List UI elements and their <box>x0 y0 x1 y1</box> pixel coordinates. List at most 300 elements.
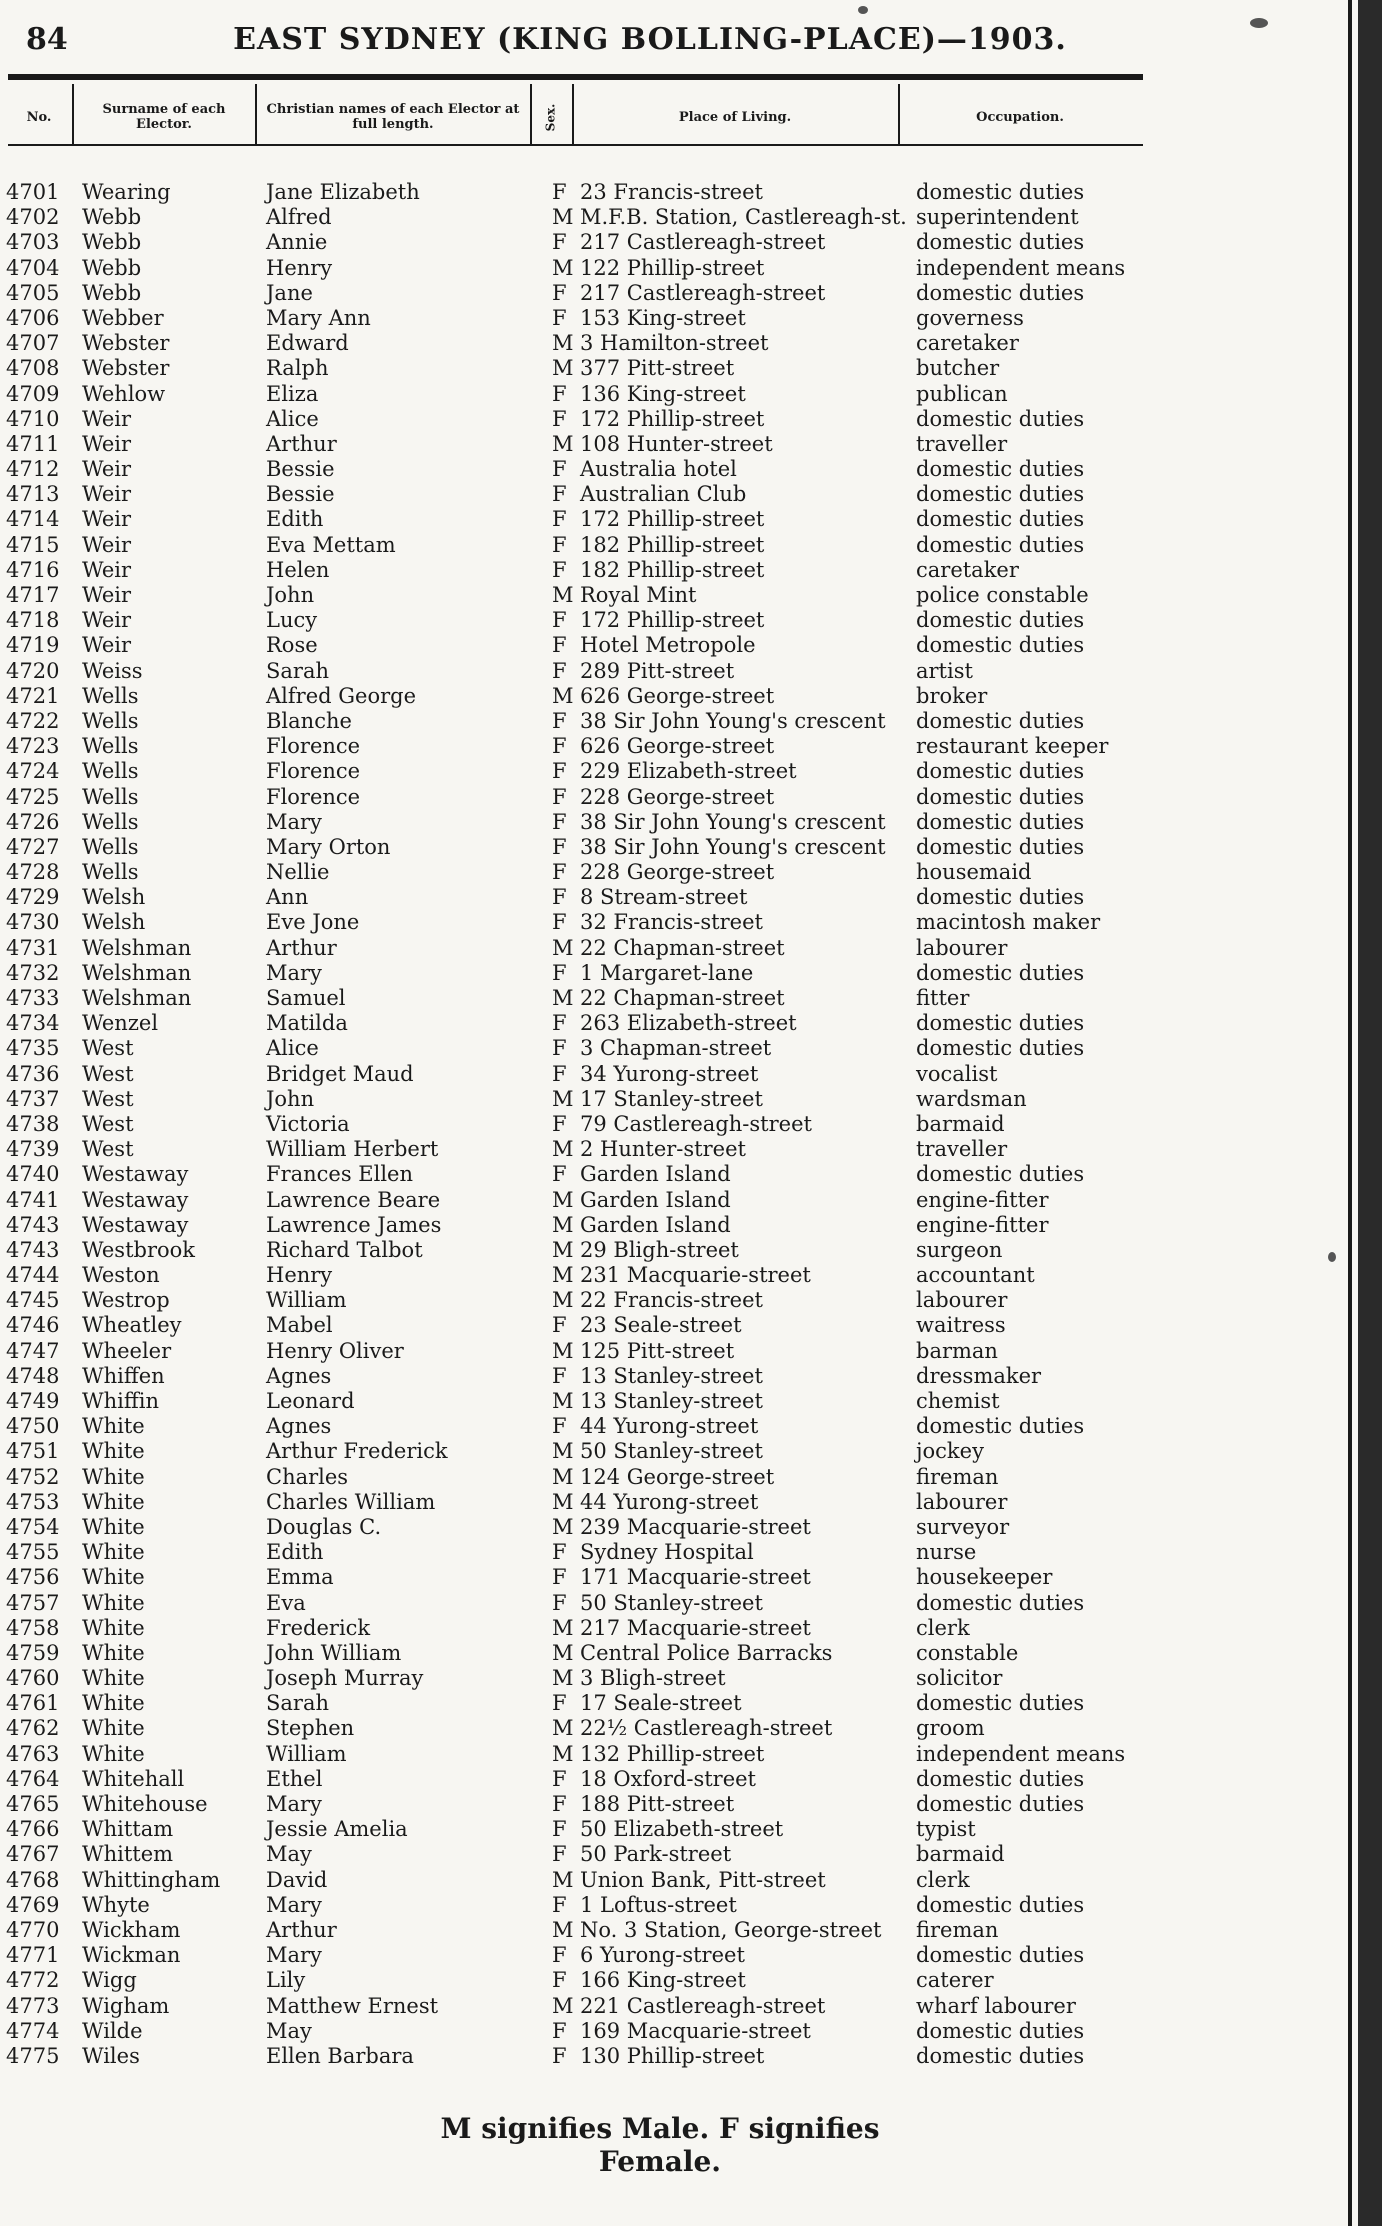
elector-sex: F <box>552 280 567 305</box>
elector-place-of-living: 32 Francis-street <box>580 910 763 935</box>
table-row <box>0 961 1145 986</box>
elector-number: 4769 <box>6 1892 60 1917</box>
elector-occupation: domestic duties <box>916 482 1085 507</box>
elector-occupation: dressmaker <box>916 1363 1042 1388</box>
elector-christian-names: John <box>266 1086 315 1111</box>
elector-christian-names: Edith <box>266 1540 324 1565</box>
elector-surname: White <box>82 1741 145 1766</box>
elector-number: 4758 <box>6 1615 60 1640</box>
table-row <box>0 835 1145 860</box>
elector-sex: F <box>552 230 567 255</box>
elector-occupation: waitress <box>916 1313 1006 1338</box>
table-row <box>0 583 1145 608</box>
elector-sex: M <box>552 1263 574 1288</box>
elector-christian-names: Mary <box>266 1943 322 1968</box>
elector-sex: F <box>552 1590 567 1615</box>
elector-place-of-living: 50 Stanley-street <box>580 1590 763 1615</box>
elector-surname: White <box>82 1489 145 1514</box>
elector-surname: Whyte <box>82 1892 150 1917</box>
column-header-christian: Christian names of each Elector at full length. <box>266 102 520 132</box>
elector-christian-names: Ralph <box>266 356 329 381</box>
elector-christian-names: Frederick <box>266 1615 371 1640</box>
elector-surname: White <box>82 1565 145 1590</box>
elector-sex: M <box>552 1212 574 1237</box>
elector-christian-names: Blanche <box>266 708 352 733</box>
elector-place-of-living: 171 Macquarie-street <box>580 1565 811 1590</box>
elector-surname: White <box>82 1640 145 1665</box>
elector-sex: F <box>552 1892 567 1917</box>
elector-sex: F <box>552 1162 567 1187</box>
table-row <box>0 1666 1145 1691</box>
elector-number: 4701 <box>6 180 60 204</box>
elector-occupation: caretaker <box>916 331 1019 356</box>
elector-place-of-living: Central Police Barracks <box>580 1640 833 1665</box>
elector-place-of-living: 1 Loftus-street <box>580 1892 737 1917</box>
elector-occupation: wardsman <box>916 1086 1027 1111</box>
elector-sex: F <box>552 180 567 204</box>
table-row <box>0 810 1145 835</box>
elector-christian-names: William <box>266 1741 347 1766</box>
table-row <box>0 1313 1145 1338</box>
elector-occupation: solicitor <box>916 1666 1003 1691</box>
elector-surname: Wehlow <box>82 381 166 406</box>
table-row <box>0 1213 1145 1238</box>
elector-surname: Whitehouse <box>82 1792 208 1816</box>
elector-place-of-living: 125 Pitt-street <box>580 1338 735 1363</box>
table-row <box>0 457 1145 482</box>
elector-sex: F <box>552 834 567 859</box>
elector-number: 4712 <box>6 457 60 482</box>
table-row <box>0 281 1145 306</box>
elector-christian-names: Henry <box>266 255 333 280</box>
page-right-border <box>1348 0 1352 2226</box>
table-row <box>0 1691 1145 1716</box>
elector-number: 4714 <box>6 507 60 532</box>
elector-christian-names: Mary <box>266 1892 322 1917</box>
elector-number: 4708 <box>6 356 60 381</box>
elector-sex: F <box>552 1842 567 1867</box>
elector-occupation: clerk <box>916 1615 970 1640</box>
elector-number: 4736 <box>6 1061 60 1086</box>
elector-christian-names: Florence <box>266 734 361 759</box>
elector-christian-names: Florence <box>266 759 361 784</box>
elector-occupation: fitter <box>916 986 970 1010</box>
elector-surname: Webb <box>82 280 142 305</box>
elector-number: 4732 <box>6 960 60 985</box>
table-row <box>0 1918 1145 1943</box>
table-row <box>0 1389 1145 1414</box>
elector-christian-names: Mary <box>266 960 322 985</box>
elector-sex: F <box>552 1363 567 1388</box>
table-row <box>0 331 1145 356</box>
elector-occupation: domestic duties <box>916 885 1085 910</box>
table-row <box>0 1943 1145 1968</box>
elector-surname: Wickman <box>82 1943 181 1968</box>
elector-number: 4767 <box>6 1842 60 1867</box>
elector-christian-names: Matthew Ernest <box>266 1993 439 2018</box>
elector-christian-names: Bridget Maud <box>266 1061 414 1086</box>
elector-occupation: domestic duties <box>916 759 1085 784</box>
table-row <box>0 659 1145 684</box>
elector-number: 4753 <box>6 1489 60 1514</box>
elector-place-of-living: 626 George-street <box>580 683 775 708</box>
table-row <box>0 2044 1145 2069</box>
elector-surname: West <box>82 1111 134 1136</box>
elector-christian-names: Lawrence James <box>266 1212 442 1237</box>
elector-number: 4715 <box>6 532 60 557</box>
elector-christian-names: Charles William <box>266 1489 436 1514</box>
table-row <box>0 1540 1145 1565</box>
table-row <box>0 1641 1145 1666</box>
table-row <box>0 432 1145 457</box>
elector-sex: F <box>552 860 567 885</box>
elector-surname: Wheatley <box>82 1313 182 1338</box>
elector-occupation: domestic duties <box>916 507 1085 532</box>
elector-sex: F <box>552 784 567 809</box>
elector-occupation: engine-fitter <box>916 1187 1049 1212</box>
elector-number: 4761 <box>6 1691 60 1716</box>
elector-occupation: constable <box>916 1640 1019 1665</box>
elector-surname: Welsh <box>82 885 146 910</box>
elector-surname: Wells <box>82 759 139 784</box>
elector-occupation: publican <box>916 381 1008 406</box>
elector-sex: F <box>552 1943 567 1968</box>
elector-occupation: labourer <box>916 935 1008 960</box>
elector-number: 4756 <box>6 1565 60 1590</box>
elector-occupation: fireman <box>916 1464 999 1489</box>
elector-surname: Webb <box>82 255 142 280</box>
elector-place-of-living: 2 Hunter-street <box>580 1137 746 1162</box>
elector-christian-names: Ann <box>266 885 309 910</box>
elector-place-of-living: 3 Hamilton-street <box>580 331 769 356</box>
elector-sex: F <box>552 1792 567 1816</box>
elector-sex: M <box>552 986 574 1010</box>
table-row <box>0 1011 1145 1036</box>
elector-sex: F <box>552 885 567 910</box>
elector-surname: Weir <box>82 608 132 633</box>
table-row <box>0 1792 1145 1817</box>
table-row <box>0 1565 1145 1590</box>
elector-christian-names: Matilda <box>266 1011 348 1036</box>
elector-surname: White <box>82 1590 145 1615</box>
elector-number: 4740 <box>6 1162 60 1187</box>
column-divider <box>572 84 574 144</box>
elector-number: 4729 <box>6 885 60 910</box>
elector-number: 4770 <box>6 1917 60 1942</box>
elector-place-of-living: 188 Pitt-street <box>580 1792 735 1816</box>
elector-occupation: surveyor <box>916 1514 1010 1539</box>
elector-surname: Wells <box>82 834 139 859</box>
elector-surname: Weir <box>82 507 132 532</box>
elector-place-of-living: 22 Chapman-street <box>580 986 785 1010</box>
elector-place-of-living: 231 Macquarie-street <box>580 1263 811 1288</box>
elector-christian-names: Annie <box>266 230 328 255</box>
column-divider <box>255 84 257 144</box>
table-row <box>0 1439 1145 1464</box>
header-rule-thin <box>8 144 1143 146</box>
column-header-place: Place of Living. <box>678 109 792 125</box>
elector-sex: M <box>552 1741 574 1766</box>
elector-sex: F <box>552 1766 567 1791</box>
elector-surname: Wells <box>82 809 139 834</box>
table-row <box>0 709 1145 734</box>
header-rule-thick <box>8 74 1143 80</box>
elector-sex: F <box>552 457 567 482</box>
elector-sex: F <box>552 809 567 834</box>
elector-occupation: chemist <box>916 1389 1000 1413</box>
table-row <box>0 1616 1145 1641</box>
elector-number: 4750 <box>6 1414 60 1439</box>
elector-christian-names: Frances Ellen <box>266 1162 414 1187</box>
table-row <box>0 986 1145 1011</box>
table-row <box>0 910 1145 935</box>
elector-surname: White <box>82 1666 145 1691</box>
elector-occupation: jockey <box>916 1439 984 1464</box>
elector-occupation: police constable <box>916 583 1089 607</box>
elector-occupation: domestic duties <box>916 1036 1085 1061</box>
elector-occupation: groom <box>916 1716 985 1741</box>
elector-number: 4738 <box>6 1111 60 1136</box>
elector-number: 4720 <box>6 658 60 683</box>
elector-christian-names: Douglas C. <box>266 1514 382 1539</box>
table-row <box>0 1188 1145 1213</box>
elector-surname: Wells <box>82 734 139 759</box>
elector-occupation: domestic duties <box>916 1414 1085 1439</box>
elector-place-of-living: 22 Francis-street <box>580 1288 763 1313</box>
table-row <box>0 1716 1145 1741</box>
elector-christian-names: Alfred George <box>266 683 416 708</box>
elector-christian-names: Jane <box>266 280 313 305</box>
elector-place-of-living: 124 George-street <box>580 1464 775 1489</box>
elector-christian-names: Sarah <box>266 658 329 683</box>
elector-occupation: independent means <box>916 255 1126 280</box>
elector-number: 4717 <box>6 583 60 607</box>
elector-christian-names: Edward <box>266 331 349 356</box>
elector-surname: Weir <box>82 583 132 607</box>
elector-place-of-living: 122 Phillip-street <box>580 255 765 280</box>
elector-number: 4730 <box>6 910 60 935</box>
elector-number: 4751 <box>6 1439 60 1464</box>
elector-surname: Welshman <box>82 935 192 960</box>
table-row <box>0 1817 1145 1842</box>
elector-occupation: butcher <box>916 356 1000 381</box>
elector-surname: West <box>82 1137 134 1162</box>
elector-occupation: barman <box>916 1338 998 1363</box>
elector-christian-names: Mary Orton <box>266 834 391 859</box>
elector-occupation: domestic duties <box>916 457 1085 482</box>
elector-place-of-living: 23 Francis-street <box>580 180 763 204</box>
page-right-edge <box>1358 0 1382 2226</box>
elector-occupation: domestic duties <box>916 1691 1085 1716</box>
column-header-sex <box>532 92 570 142</box>
elector-number: 4757 <box>6 1590 60 1615</box>
elector-occupation: domestic duties <box>916 784 1085 809</box>
elector-number: 4728 <box>6 860 60 885</box>
elector-sex: F <box>552 1540 567 1565</box>
elector-surname: Wickham <box>82 1917 181 1942</box>
elector-number: 4745 <box>6 1288 60 1313</box>
elector-christian-names: Eliza <box>266 381 319 406</box>
elector-number: 4734 <box>6 1011 60 1036</box>
elector-place-of-living: 217 Macquarie-street <box>580 1615 811 1640</box>
table-row <box>0 1591 1145 1616</box>
elector-surname: Westbrook <box>82 1237 196 1262</box>
elector-number: 4749 <box>6 1389 60 1413</box>
elector-occupation: independent means <box>916 1741 1126 1766</box>
elector-place-of-living: 23 Seale-street <box>580 1313 742 1338</box>
elector-christian-names: Florence <box>266 784 361 809</box>
elector-place-of-living: 289 Pitt-street <box>580 658 735 683</box>
elector-christian-names: John <box>266 583 315 607</box>
elector-occupation: accountant <box>916 1263 1035 1288</box>
elector-sex: M <box>552 683 574 708</box>
elector-sex: M <box>552 1867 574 1892</box>
elector-occupation: domestic duties <box>916 708 1085 733</box>
elector-occupation: domestic duties <box>916 230 1085 255</box>
elector-place-of-living: 29 Bligh-street <box>580 1237 739 1262</box>
elector-sex: F <box>552 1061 567 1086</box>
elector-christian-names: May <box>266 2018 312 2043</box>
elector-sex: F <box>552 658 567 683</box>
elector-christian-names: Bessie <box>266 482 335 507</box>
elector-surname: Welshman <box>82 986 192 1010</box>
elector-place-of-living: 172 Phillip-street <box>580 608 765 633</box>
elector-occupation: domestic duties <box>916 406 1085 431</box>
elector-place-of-living: Garden Island <box>580 1162 731 1187</box>
table-row <box>0 1364 1145 1389</box>
elector-surname: Whittem <box>82 1842 174 1867</box>
elector-occupation: engine-fitter <box>916 1212 1049 1237</box>
elector-sex: F <box>552 381 567 406</box>
elector-sex: M <box>552 331 574 356</box>
elector-number: 4719 <box>6 633 60 658</box>
elector-sex: M <box>552 1514 574 1539</box>
elector-sex: F <box>552 1565 567 1590</box>
elector-number: 4754 <box>6 1514 60 1539</box>
elector-christian-names: Victoria <box>266 1111 350 1136</box>
elector-sex: M <box>552 356 574 381</box>
elector-surname: Whiffin <box>82 1389 159 1413</box>
elector-occupation: labourer <box>916 1288 1008 1313</box>
elector-christian-names: Emma <box>266 1565 334 1590</box>
elector-number: 4710 <box>6 406 60 431</box>
elector-number: 4702 <box>6 205 60 230</box>
elector-place-of-living: 38 Sir John Young's crescent <box>580 834 886 859</box>
elector-sex: F <box>552 960 567 985</box>
elector-sex: M <box>552 1439 574 1464</box>
table-row <box>0 1893 1145 1918</box>
elector-place-of-living: Royal Mint <box>580 583 697 607</box>
elector-christian-names: John William <box>266 1640 402 1665</box>
table-row <box>0 306 1145 331</box>
elector-number: 4718 <box>6 608 60 633</box>
elector-surname: Wells <box>82 784 139 809</box>
elector-occupation: domestic duties <box>916 2043 1085 2068</box>
elector-sex: M <box>552 1137 574 1162</box>
elector-number: 4775 <box>6 2043 60 2068</box>
elector-number: 4725 <box>6 784 60 809</box>
elector-occupation: restaurant keeper <box>916 734 1109 759</box>
elector-place-of-living: 136 King-street <box>580 381 746 406</box>
elector-occupation: housemaid <box>916 860 1032 885</box>
elector-surname: Weir <box>82 431 132 456</box>
elector-sex: F <box>552 633 567 658</box>
elector-number: 4771 <box>6 1943 60 1968</box>
elector-number: 4737 <box>6 1086 60 1111</box>
elector-surname: Wearing <box>82 180 171 204</box>
elector-christian-names: Edith <box>266 507 324 532</box>
elector-sex: M <box>552 1640 574 1665</box>
elector-christian-names: Alice <box>266 1036 319 1061</box>
elector-place-of-living: Garden Island <box>580 1212 731 1237</box>
elector-number: 4774 <box>6 2018 60 2043</box>
elector-occupation: macintosh maker <box>916 910 1101 935</box>
table-row <box>0 608 1145 633</box>
elector-place-of-living: No. 3 Station, George-street <box>580 1917 882 1942</box>
elector-sex: F <box>552 557 567 582</box>
elector-occupation: caterer <box>916 1968 994 1993</box>
elector-sex: F <box>552 507 567 532</box>
elector-christian-names: Ellen Barbara <box>266 2043 414 2068</box>
elector-christian-names: Mary <box>266 1792 322 1816</box>
elector-place-of-living: 17 Seale-street <box>580 1691 742 1716</box>
elector-occupation: traveller <box>916 431 1008 456</box>
column-divider <box>72 84 74 144</box>
elector-christian-names: Arthur <box>266 1917 337 1942</box>
elector-place-of-living: 239 Macquarie-street <box>580 1514 811 1539</box>
elector-christian-names: Helen <box>266 557 330 582</box>
elector-surname: Webb <box>82 230 142 255</box>
elector-number: 4739 <box>6 1137 60 1162</box>
speck <box>1250 18 1268 28</box>
elector-occupation: domestic duties <box>916 1766 1085 1791</box>
table-row <box>0 1112 1145 1137</box>
table-row <box>0 1062 1145 1087</box>
column-header-surname: Surname of each Elector. <box>102 102 226 132</box>
elector-place-of-living: 44 Yurong-street <box>580 1414 759 1439</box>
table-row <box>0 885 1145 910</box>
elector-number: 4711 <box>6 431 60 456</box>
elector-occupation: typist <box>916 1817 976 1842</box>
table-row <box>0 382 1145 407</box>
elector-number: 4716 <box>6 557 60 582</box>
elector-number: 4704 <box>6 255 60 280</box>
elector-christian-names: Jessie Amelia <box>266 1817 408 1842</box>
elector-number: 4765 <box>6 1792 60 1816</box>
elector-place-of-living: 6 Yurong-street <box>580 1943 745 1968</box>
sex-header-label: Sex. <box>543 103 558 131</box>
elector-christian-names: Agnes <box>266 1363 332 1388</box>
elector-place-of-living: 172 Phillip-street <box>580 507 765 532</box>
elector-christian-names: Leonard <box>266 1389 355 1413</box>
elector-christian-names: Eva Mettam <box>266 532 396 557</box>
elector-christian-names: Joseph Murray <box>266 1666 424 1691</box>
elector-place-of-living: 153 King-street <box>580 305 746 330</box>
elector-surname: West <box>82 1036 134 1061</box>
table-row <box>0 785 1145 810</box>
elector-number: 4721 <box>6 683 60 708</box>
elector-surname: Whitehall <box>82 1766 185 1791</box>
elector-place-of-living: 17 Stanley-street <box>580 1086 763 1111</box>
elector-place-of-living: 18 Oxford-street <box>580 1766 756 1791</box>
elector-sex: F <box>552 759 567 784</box>
elector-place-of-living: 228 George-street <box>580 784 775 809</box>
elector-number: 4727 <box>6 834 60 859</box>
elector-place-of-living: 38 Sir John Young's crescent <box>580 708 886 733</box>
table-row <box>0 1842 1145 1867</box>
elector-place-of-living: 626 George-street <box>580 734 775 759</box>
elector-surname: Welsh <box>82 910 146 935</box>
